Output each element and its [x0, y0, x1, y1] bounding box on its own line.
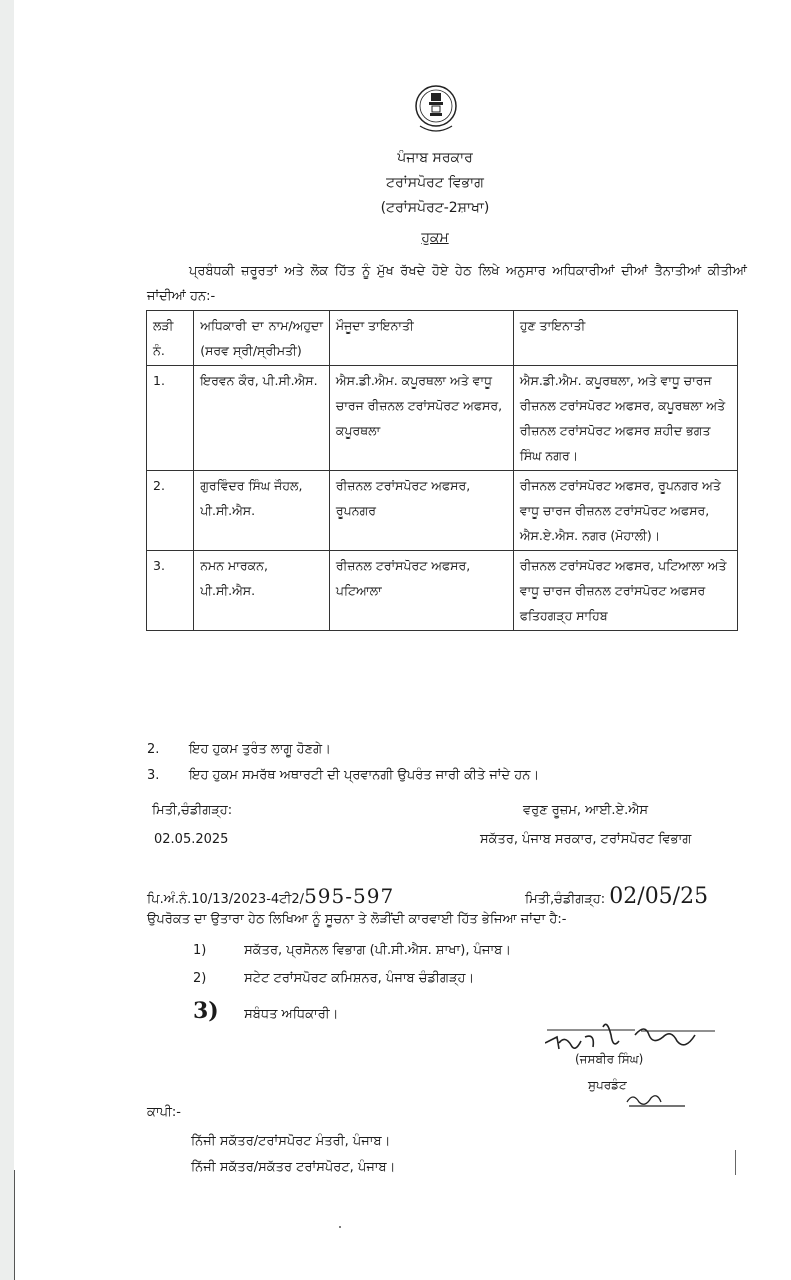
- clause-number: 2.: [147, 742, 160, 757]
- recipient-item: [193, 971, 474, 986]
- header-serial: ਲੜੀ ਨੰ.: [147, 311, 194, 366]
- signer-name: ਵਰੁਣ ਰੂਜ਼ਮ, ਆਈ.ਏ.ਐਸ: [523, 803, 649, 818]
- recipient-number: 2): [193, 971, 207, 986]
- new-posting-cell: ਰੀਜ਼ਨਲ ਟਰਾਂਸਪੋਰਟ ਅਫਸਰ, ਪਟਿਆਲਾ ਅਤੇ ਵਾਧੂ ਚਾਰਜ ਰੀਜ਼ਨਲ ਟਰਾਂਸਪੋਰਟ ਅਫਸਰ ਫਤਿਹਗੜ੍ਹ ਸਾਹਿਬ: [513, 551, 737, 631]
- clause: [147, 740, 539, 766]
- scan-left-margin: [0, 0, 14, 1280]
- recipient-number: 1): [193, 943, 207, 958]
- initials-icon: [625, 1090, 695, 1110]
- recipient-number: 3): [193, 998, 219, 1024]
- copy-recipient: ਨਿੱਜੀ ਸਕੱਤਰ/ਟਰਾਂਸਪੋਰਟ ਮੰਤਰੀ, ਪੰਜਾਬ।: [191, 1134, 391, 1149]
- recipient-item: [193, 998, 338, 1024]
- handwritten-date: 02/05/25: [609, 884, 709, 909]
- table-row: [147, 471, 738, 551]
- recipient-item: [193, 943, 511, 958]
- header-officer: ਅਧਿਕਾਰੀ ਦਾ ਨਾਮ/ਅਹੁਦਾ (ਸਰਵ ਸ੍ਰੀ/ਸ੍ਰੀਮਤੀ): [194, 311, 330, 366]
- current-posting-cell: ਰੀਜ਼ਨਲ ਟਰਾਂਸਪੋਰਟ ਅਫਸਰ, ਰੂਪਨਗਰ: [329, 471, 513, 551]
- reference-number: ਪਿ.ਅੰ.ਨੰ.10/13/2023-4ਟੀ2/: [147, 892, 305, 907]
- order-clauses: [147, 740, 539, 786]
- clause-number: 3.: [147, 768, 160, 783]
- issue-place-label: ਮਿਤੀ,ਚੰਡੀਗੜ੍ਹ:: [152, 803, 233, 818]
- copy-label: ਕਾਪੀ:-: [147, 1105, 181, 1120]
- new-posting-cell: ਰੀਜਨਲ ਟਰਾਂਸਪੋਰਟ ਅਫਸਰ, ਰੂਪਨਗਰ ਅਤੇ ਵਾਧੂ ਚਾਰਜ ਰੀਜ਼ਨਲ ਟਰਾਂਸਪੋਰਟ ਅਫਸਰ, ਐਸ.ਏ.ਐਸ. ਨਗਰ (ਮੋਹਾਲੀ)।: [513, 471, 737, 551]
- order-title: ਹੁਕਮ: [421, 230, 449, 246]
- officer-cell: ਗੁਰਵਿੰਦਰ ਸਿੰਘ ਜੌਹਲ, ਪੀ.ਸੀ.ਐਸ.: [194, 471, 330, 551]
- recipient-text: ਸਬੰਧਤ ਅਧਿਕਾਰੀ।: [244, 1007, 339, 1022]
- scan-artifact-line: [735, 1150, 736, 1175]
- table-row: [147, 551, 738, 631]
- clause-text: ਇਹ ਹੁਕਮ ਤੁਰੰਤ ਲਾਗੂ ਹੋਣਗੇ।: [189, 742, 331, 757]
- government-name: ਪੰਜਾਬ ਸਰਕਾਰ: [397, 150, 473, 166]
- recipient-text: ਸਟੇਟ ਟਰਾਂਸਪੋਰਟ ਕਮਿਸ਼ਨਰ, ਪੰਜਾਬ ਚੰਡੀਗੜ੍ਹ।: [244, 971, 475, 986]
- table-header-row: [147, 311, 738, 366]
- signer-title: ਸਕੱਤਰ, ਪੰਜਾਬ ਸਰਕਾਰ, ਟਰਾਂਸਪੋਰਟ ਵਿਭਾਗ: [480, 832, 692, 847]
- serial-cell: 3.: [147, 551, 194, 631]
- signatory-designation: ਸੁਪਰਡੰਟ: [588, 1078, 627, 1092]
- forwarding-text: ਉਪਰੋਕਤ ਦਾ ਉਤਾਰਾ ਹੇਠ ਲਿਖਿਆ ਨੂੰ ਸੂਚਨਾ ਤੇ ਲੋੜੀਂਦੀ ਕਾਰਵਾਈ ਹਿੱਤ ਭੇਜਿਆ ਜਾਂਦਾ ਹੈ:-: [147, 912, 567, 927]
- endorsement-reference: [147, 884, 394, 908]
- officer-cell: ਨਮਨ ਮਾਰਕਨ, ਪੀ.ਸੀ.ਐਸ.: [194, 551, 330, 631]
- clause-text: ਇਹ ਹੁਕਮ ਸਮਰੱਥ ਅਥਾਰਟੀ ਦੀ ਪ੍ਰਵਾਨਗੀ ਉਪਰੰਤ ਜਾਰੀ ਕੀਤੇ ਜਾਂਦੇ ਹਨ।: [189, 768, 540, 783]
- handwritten-reference: 595-597: [304, 884, 395, 908]
- department-name: ਟਰਾਂਸਪੋਰਟ ਵਿਭਾਗ: [386, 175, 484, 191]
- scan-artifact-dot: [339, 1226, 341, 1228]
- serial-cell: 2.: [147, 471, 194, 551]
- current-posting-cell: ਐਸ.ਡੀ.ਐਮ. ਕਪੂਰਥਲਾ ਅਤੇ ਵਾਧੂ ਚਾਰਜ ਰੀਜ਼ਨਲ ਟਰਾਂਸਪੋਰਟ ਅਫਸਰ, ਕਪੂਰਥਲਾ: [329, 366, 513, 471]
- header-new-posting: ਹੁਣ ਤਾਇਨਾਤੀ: [513, 311, 737, 366]
- clause: [147, 766, 539, 786]
- endorsement-date-label: ਮਿਤੀ,ਚੰਡੀਗੜ੍ਹ:: [525, 892, 606, 907]
- signatory-name: (ਜਸਬੀਰ ਸਿੰਘ): [575, 1052, 644, 1066]
- table-row: [147, 366, 738, 471]
- new-posting-cell: ਐਸ.ਡੀ.ਐਮ. ਕਪੂਰਥਲਾ, ਅਤੇ ਵਾਧੂ ਚਾਰਜ ਰੀਜ਼ਨਲ ਟਰਾਂਸਪੋਰਟ ਅਫਸਰ, ਕਪੂਰਥਲਾ ਅਤੇ ਰੀਜ਼ਨਲ ਟਰਾਂਸਪੋਰਟ ਅਫਸਰ ਸ਼ਹੀਦ ਭਗਤ ਸਿੰਘ ਨਗਰ।: [513, 366, 737, 471]
- endorsement-date: [525, 884, 708, 909]
- recipient-text: ਸਕੱਤਰ, ਪ੍ਰਸੋਨਲ ਵਿਭਾਗ (ਪੀ.ਸੀ.ਐਸ. ਸ਼ਾਖਾ), ਪੰਜਾਬ।: [244, 943, 512, 958]
- punjab-government-seal-icon: [414, 82, 458, 138]
- officer-cell: ਇਰਵਨ ਕੌਰ, ਪੀ.ਸੀ.ਐਸ.: [194, 366, 330, 471]
- header-current-posting: ਮੌਜੂਦਾ ਤਾਇਨਾਤੀ: [329, 311, 513, 366]
- document-page: [15, 0, 791, 1280]
- current-posting-cell: ਰੀਜ਼ਨਲ ਟਰਾਂਸਪੋਰਟ ਅਫਸਰ, ਪਟਿਆਲਾ: [329, 551, 513, 631]
- serial-cell: 1.: [147, 366, 194, 471]
- copy-recipient: ਨਿੱਜੀ ਸਕੱਤਰ/ਸਕੱਤਰ ਟਰਾਂਸਪੋਰਟ, ਪੰਜਾਬ।: [191, 1160, 396, 1175]
- issue-date: 02.05.2025: [154, 832, 229, 847]
- intro-paragraph: ਪ੍ਰਬੰਧਕੀ ਜ਼ਰੂਰਤਾਂ ਅਤੇ ਲੋਕ ਹਿੱਤ ਨੂੰ ਮੁੱਖ ਰੱਖਦੇ ਹੋਏ ਹੇਠ ਲਿਖੇ ਅਨੁਸਾਰ ਅਧਿਕਾਰੀਆਂ ਦੀਆਂ ਤੈਨਾਤੀਆਂ ਕੀਤੀਆਂ ਜਾਂਦੀਆਂ ਹਨ:-: [147, 264, 747, 304]
- branch-name: (ਟਰਾਂਸਪੋਰਟ-2ਸ਼ਾਖਾ): [380, 200, 490, 216]
- postings-table: [146, 310, 738, 631]
